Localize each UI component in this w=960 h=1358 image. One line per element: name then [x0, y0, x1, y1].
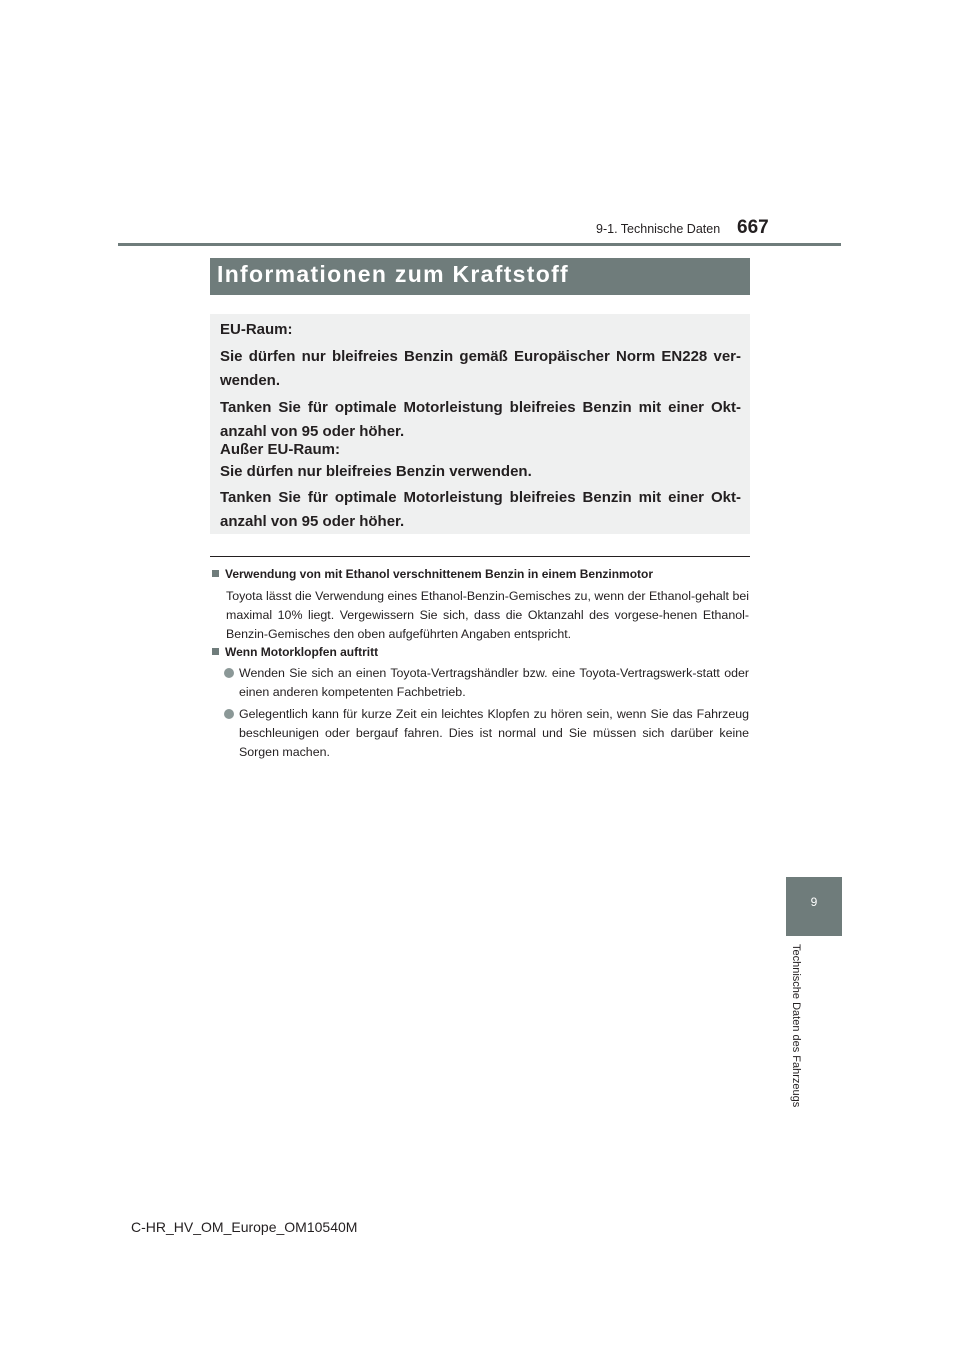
info-non-eu-requirement: Sie dürfen nur bleifreies Benzin verwenden. [220, 463, 532, 480]
section-label: 9-1. Technische Daten [596, 222, 721, 236]
bullet-item [224, 705, 749, 762]
note-heading-knock [212, 645, 378, 659]
info-box [210, 314, 750, 534]
bullet-text: Gelegentlich kann für kurze Zeit ein leichtes Klopfen zu hören sein, wenn Sie das Fahrzeug beschleunigen oder bergauf fahren. Dies ist normal und Sie müssen sich darüber keine Sorgen machen. [239, 707, 749, 759]
bullet-item [224, 664, 749, 702]
note-heading-knock-text: Wenn Motorklopfen auftritt [225, 645, 379, 659]
square-bullet-icon [212, 570, 219, 577]
section-divider [210, 556, 750, 557]
info-non-eu-heading: Außer EU-Raum: [220, 441, 341, 458]
square-bullet-icon [212, 648, 219, 655]
bullet-text: Wenden Sie sich an einen Toyota-Vertragshändler bzw. eine Toyota-Vertragswerk-statt oder einen anderen kompetenten Fachbetrieb. [239, 666, 749, 699]
header-rule [118, 243, 841, 246]
chapter-caption-wrap [786, 944, 802, 1134]
info-eu-octane: Tanken Sie für optimale Motorleistung bleifreies Benzin mit einer Okt-anzahl von 95 oder höher. [220, 399, 741, 440]
chapter-number: 9 [810, 895, 818, 909]
info-non-eu-octane: Tanken Sie für optimale Motorleistung bleifreies Benzin mit einer Okt-anzahl von 95 oder höher. [220, 489, 741, 530]
chapter-caption: Technische Daten des Fahrzeugs [790, 944, 802, 1108]
note-heading-ethanol [212, 567, 653, 581]
info-eu-requirement: Sie dürfen nur bleifreies Benzin gemäß Europäischer Norm EN228 ver-wenden. [220, 348, 741, 389]
note-heading-ethanol-text: Verwendung von mit Ethanol verschnittenem Benzin in einem Benzinmotor [225, 567, 654, 581]
chapter-side-tab [786, 877, 842, 936]
footer-code: C-HR_HV_OM_Europe_OM10540M [131, 1219, 358, 1235]
page-number: 667 [737, 217, 769, 238]
note-text-ethanol: Toyota lässt die Verwendung eines Ethanol-Benzin-Gemisches zu, wenn der Ethanol-gehalt bei maximal 10% liegt. Vergewissern Sie sich, dass die Oktanzahl des vorgese-henen Ethanol-Benzin-Gemisches den oben aufgeführten Angaben entspricht. [226, 589, 749, 641]
info-eu-heading: EU-Raum: [220, 321, 293, 338]
page-title: Informationen zum Kraftstoff [217, 261, 569, 287]
title-bar [210, 258, 750, 295]
circle-bullet-icon [224, 709, 234, 719]
circle-bullet-icon [224, 668, 234, 678]
